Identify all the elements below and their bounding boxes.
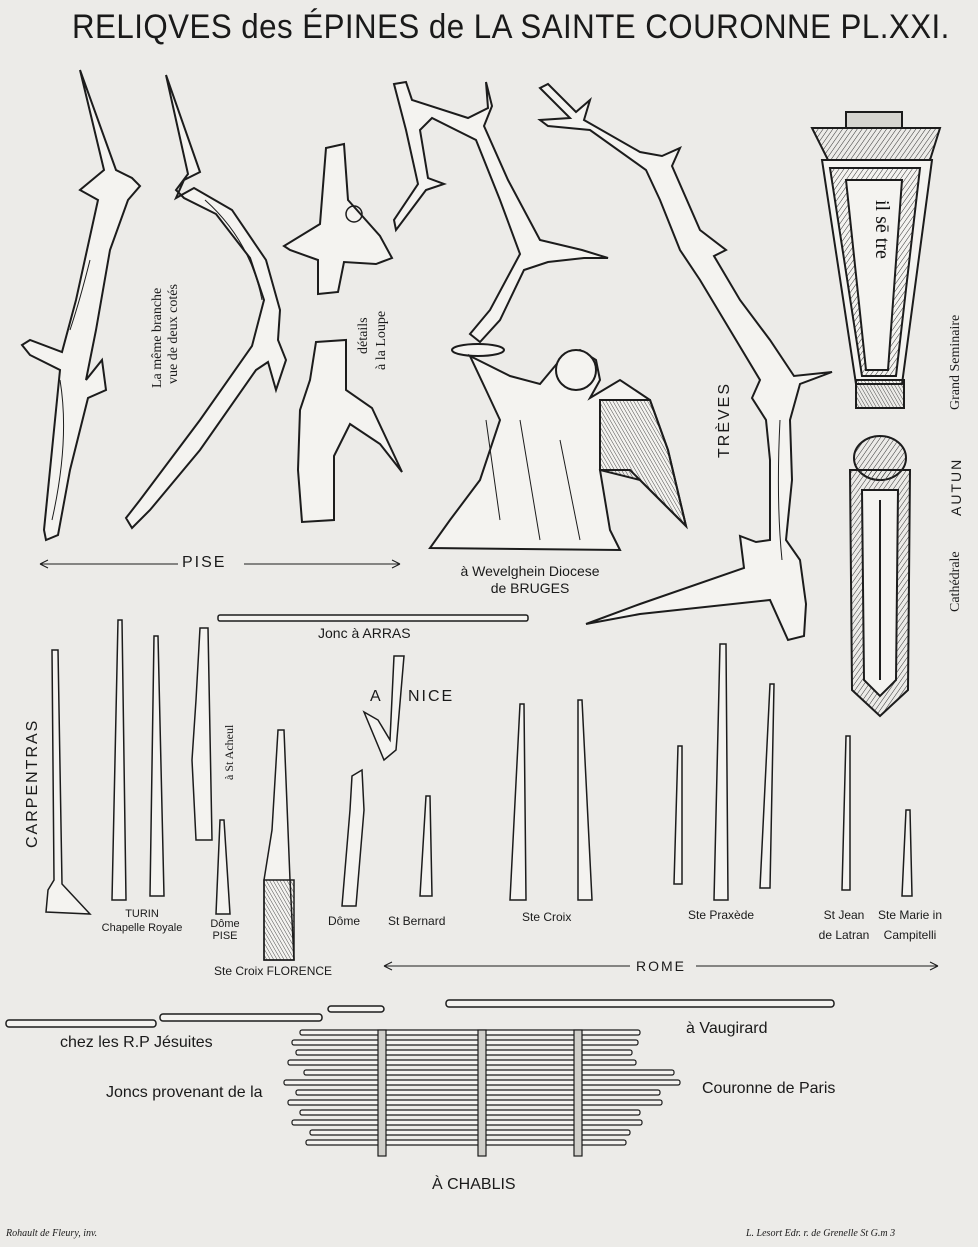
label-jonc-arras: Jonc à ARRAS bbox=[318, 625, 411, 641]
label-chapelle-royale: Chapelle Royale bbox=[101, 922, 183, 934]
label-ste-croix: Ste Croix bbox=[522, 910, 572, 924]
label-vaugirard: à Vaugirard bbox=[686, 1020, 768, 1037]
label-a: A bbox=[370, 688, 381, 705]
label-turin: TURIN bbox=[125, 908, 159, 920]
label-dome-pise-1: Dôme bbox=[210, 918, 240, 930]
label-st-bernard: St Bernard bbox=[388, 914, 446, 928]
thorn-branch-pise-front bbox=[22, 70, 140, 540]
label-jesuites: chez les R.P Jésuites bbox=[60, 1034, 213, 1051]
angel-figure bbox=[430, 350, 686, 550]
credit-publisher: L. Lesort Edr. r. de Grenelle St G.m 3 bbox=[746, 1228, 896, 1239]
label-ste-marie: Ste Marie in bbox=[877, 908, 943, 922]
label-a-la-loupe: à la Loupe bbox=[374, 310, 389, 370]
label-treves: TRÈVES bbox=[716, 381, 733, 458]
label-bruges: de BRUGES bbox=[490, 580, 570, 596]
label-joncs-provenant: Joncs provenant de la bbox=[106, 1084, 263, 1101]
label-nice: NICE bbox=[408, 688, 455, 705]
reliquary-grand-seminaire bbox=[812, 112, 940, 408]
label-carpentras: CARPENTRAS bbox=[24, 718, 41, 848]
label-meme-branche: La même branche bbox=[150, 287, 165, 388]
label-cathedrale: Cathédrale bbox=[948, 551, 963, 612]
label-pise: PISE bbox=[182, 554, 227, 571]
rush-bundle-chablis bbox=[284, 1030, 680, 1156]
label-campitelli: Campitelli bbox=[883, 928, 937, 942]
reliquary-autun bbox=[850, 436, 910, 716]
label-couronne-paris: Couronne de Paris bbox=[702, 1080, 836, 1097]
label-chablis: À CHABLIS bbox=[432, 1176, 516, 1193]
label-wevelghein: à Wevelghein Diocese bbox=[460, 563, 600, 579]
label-autun: AUTUN bbox=[948, 457, 964, 516]
label-ste-croix-florence: Ste Croix FLORENCE bbox=[214, 964, 333, 978]
label-vue-deux-cotes: vue de deux cotés bbox=[166, 284, 181, 384]
label-de-latran: de Latran bbox=[818, 928, 870, 942]
jonc-arras-rod bbox=[218, 615, 528, 621]
label-grand-seminaire: Grand Seminaire bbox=[948, 314, 963, 410]
label-dome: Dôme bbox=[328, 914, 361, 928]
plate-title: RELIQVES des ÉPINES de LA SAINTE COURONNE PL.XXI. bbox=[72, 8, 950, 46]
label-rome: ROME bbox=[636, 958, 686, 974]
reliquary-inscription: il sē tre bbox=[871, 200, 893, 259]
credit-author: Rohault de Fleury, inv. bbox=[6, 1228, 98, 1239]
label-dome-pise-2: PISE bbox=[212, 930, 238, 942]
label-details: détails bbox=[356, 317, 371, 354]
label-ste-praxede: Ste Praxède bbox=[688, 908, 755, 922]
label-st-acheul: à St Acheul bbox=[222, 724, 236, 780]
label-st-jean: St Jean bbox=[823, 908, 865, 922]
